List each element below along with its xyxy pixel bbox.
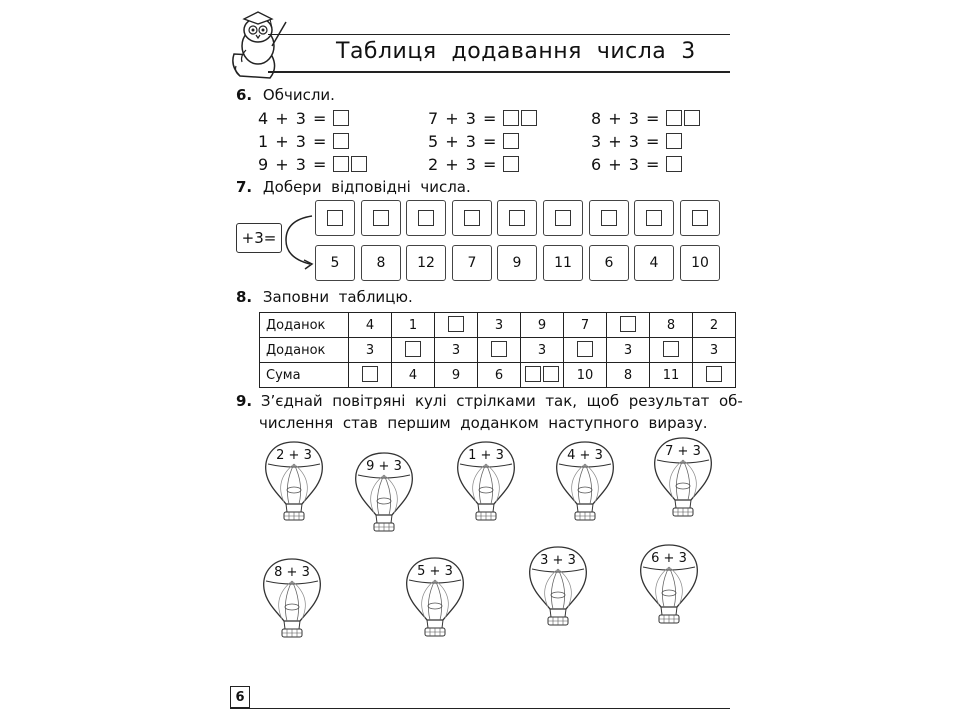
- hot-air-balloon-icon[interactable]: [454, 440, 518, 526]
- answer-box[interactable]: [448, 316, 464, 332]
- task-9-number: 9.: [236, 392, 253, 410]
- exercise-c1-r1: [428, 132, 519, 151]
- hot-air-balloon-icon[interactable]: [262, 440, 326, 526]
- answer-cell[interactable]: [543, 200, 583, 236]
- exercise-c0-r0: [258, 109, 349, 128]
- task-9-heading: [236, 390, 743, 434]
- result-cell: [452, 245, 492, 281]
- answer-box[interactable]: [333, 156, 349, 172]
- answer-box[interactable]: [666, 110, 682, 126]
- answer-box[interactable]: [666, 156, 682, 172]
- result-value: 4: [649, 255, 659, 271]
- answer-cell[interactable]: [361, 200, 401, 236]
- addition-table: [259, 312, 736, 388]
- answer-box[interactable]: [333, 133, 349, 149]
- answer-box[interactable]: [663, 341, 679, 357]
- page-title: Таблиця додавання числа 3: [336, 39, 696, 64]
- answer-cell[interactable]: [634, 200, 674, 236]
- row-label: Доданок: [260, 313, 349, 338]
- table-cell: 11: [650, 363, 693, 388]
- task-6-number: 6.: [236, 86, 253, 104]
- balloon-expression: 2 + 3: [276, 448, 312, 463]
- hot-air-balloon-icon[interactable]: [352, 451, 416, 537]
- answer-box[interactable]: [418, 210, 434, 226]
- header-rule-top: [268, 34, 730, 35]
- task-8-number: 8.: [236, 288, 253, 306]
- balloon-expression: 3 + 3: [540, 553, 576, 568]
- table-cell: 6: [478, 363, 521, 388]
- exercise-c1-r2: [428, 155, 519, 174]
- answer-box[interactable]: [555, 210, 571, 226]
- table-row: [260, 338, 736, 363]
- result-cell: [406, 245, 446, 281]
- table-cell: 3: [521, 338, 564, 363]
- table-cell: 8: [650, 313, 693, 338]
- answer-box[interactable]: [333, 110, 349, 126]
- hot-air-balloon-icon[interactable]: [553, 440, 617, 526]
- balloon-expression: 5 + 3: [417, 564, 453, 579]
- task-9-line-2: числення став першим доданком наступного виразу.: [259, 414, 708, 432]
- table-cell: 7: [564, 313, 607, 338]
- task-9-line-1: З’єднай повітряні кулі стрілками так, щоб результат об-: [260, 392, 743, 410]
- result-value: 7: [467, 255, 477, 271]
- balloon-expression: 6 + 3: [651, 551, 687, 566]
- balloon-expression: 7 + 3: [665, 444, 701, 459]
- answer-cell[interactable]: [478, 338, 521, 363]
- answer-box[interactable]: [577, 341, 593, 357]
- table-cell: 3: [349, 338, 392, 363]
- table-cell: 3: [693, 338, 736, 363]
- balloon-expression: 1 + 3: [468, 448, 504, 463]
- result-cell: [680, 245, 720, 281]
- answer-cell[interactable]: [452, 200, 492, 236]
- exercise-expression: 5 + 3 =: [428, 132, 498, 151]
- exercise-expression: 9 + 3 =: [258, 155, 328, 174]
- curved-arrow-icon: [280, 210, 320, 272]
- answer-box[interactable]: [666, 133, 682, 149]
- table-row: [260, 313, 736, 338]
- exercise-c1-r0: [428, 109, 537, 128]
- table-cell: 4: [392, 363, 435, 388]
- page-number-box: [230, 686, 250, 708]
- answer-box[interactable]: [646, 210, 662, 226]
- table-cell: 9: [521, 313, 564, 338]
- result-cell: [315, 245, 355, 281]
- exercise-expression: 4 + 3 =: [258, 109, 328, 128]
- result-value: 8: [376, 255, 386, 271]
- balloon-expression: 4 + 3: [567, 448, 603, 463]
- table-cell: 3: [607, 338, 650, 363]
- hot-air-balloon-icon[interactable]: [526, 545, 590, 631]
- hot-air-balloon-icon[interactable]: [403, 556, 467, 642]
- answer-cell[interactable]: [650, 338, 693, 363]
- answer-cell[interactable]: [564, 338, 607, 363]
- table-cell: 3: [435, 338, 478, 363]
- hot-air-balloon-icon[interactable]: [651, 436, 715, 522]
- answer-cell[interactable]: [406, 200, 446, 236]
- result-cell: [361, 245, 401, 281]
- result-value: 9: [512, 255, 522, 271]
- header-rule-bottom: [268, 71, 730, 73]
- exercise-c0-r1: [258, 132, 349, 151]
- answer-cell[interactable]: [607, 313, 650, 338]
- answer-cell[interactable]: [392, 338, 435, 363]
- table-row: [260, 363, 736, 388]
- table-cell: 3: [478, 313, 521, 338]
- answer-cell[interactable]: [589, 200, 629, 236]
- row-label: Сума: [260, 363, 349, 388]
- task-6-heading: [236, 86, 335, 104]
- table-cell: 8: [607, 363, 650, 388]
- answer-box[interactable]: [620, 316, 636, 332]
- answer-cell[interactable]: [315, 200, 355, 236]
- answer-box[interactable]: [525, 366, 541, 382]
- exercise-c2-r2: [591, 155, 682, 174]
- hot-air-balloon-icon[interactable]: [637, 543, 701, 629]
- answer-box[interactable]: [521, 110, 537, 126]
- task-7-number: 7.: [236, 178, 253, 196]
- operator-box: [236, 223, 282, 253]
- balloon-expression: 9 + 3: [366, 459, 402, 474]
- answer-cell[interactable]: [693, 363, 736, 388]
- answer-box[interactable]: [405, 341, 421, 357]
- hot-air-balloon-icon[interactable]: [260, 557, 324, 643]
- answer-cell[interactable]: [497, 200, 537, 236]
- exercise-c2-r0: [591, 109, 700, 128]
- table-cell: 10: [564, 363, 607, 388]
- balloon-expression: 8 + 3: [274, 565, 310, 580]
- answer-box[interactable]: [362, 366, 378, 382]
- task-8-label: Заповни таблицю.: [262, 288, 413, 306]
- task-7-heading: [236, 178, 471, 196]
- answer-box[interactable]: [503, 110, 519, 126]
- exercise-expression: 6 + 3 =: [591, 155, 661, 174]
- result-value: 6: [604, 255, 614, 271]
- task-7-label: Добери відповідні числа.: [262, 178, 471, 196]
- result-cell: [589, 245, 629, 281]
- exercise-expression: 7 + 3 =: [428, 109, 498, 128]
- answer-box[interactable]: [509, 210, 525, 226]
- answer-box[interactable]: [327, 210, 343, 226]
- answer-box[interactable]: [464, 210, 480, 226]
- answer-box[interactable]: [503, 133, 519, 149]
- answer-cell[interactable]: [680, 200, 720, 236]
- result-value: 12: [417, 255, 435, 271]
- answer-box[interactable]: [373, 210, 389, 226]
- result-cell: [543, 245, 583, 281]
- result-value: 10: [691, 255, 709, 271]
- result-value: 5: [330, 255, 340, 271]
- answer-cell[interactable]: [435, 313, 478, 338]
- answer-cell[interactable]: [349, 363, 392, 388]
- answer-box[interactable]: [601, 210, 617, 226]
- table-cell: 4: [349, 313, 392, 338]
- exercise-c2-r1: [591, 132, 682, 151]
- answer-box[interactable]: [491, 341, 507, 357]
- exercise-expression: 2 + 3 =: [428, 155, 498, 174]
- result-value: 11: [554, 255, 572, 271]
- answer-box[interactable]: [351, 156, 367, 172]
- operator-label: +3=: [241, 229, 277, 247]
- answer-box[interactable]: [684, 110, 700, 126]
- exercise-expression: 1 + 3 =: [258, 132, 328, 151]
- answer-cell[interactable]: [521, 363, 564, 388]
- exercise-expression: 3 + 3 =: [591, 132, 661, 151]
- footer-rule: [230, 708, 730, 709]
- table-cell: 9: [435, 363, 478, 388]
- task-6-label: Обчисли.: [262, 86, 335, 104]
- result-cell: [497, 245, 537, 281]
- task-8-heading: [236, 288, 413, 306]
- answer-box[interactable]: [503, 156, 519, 172]
- table-cell: 2: [693, 313, 736, 338]
- answer-box[interactable]: [706, 366, 722, 382]
- table-cell: 1: [392, 313, 435, 338]
- row-label: Доданок: [260, 338, 349, 363]
- answer-box[interactable]: [692, 210, 708, 226]
- page-number: 6: [235, 689, 245, 705]
- exercise-expression: 8 + 3 =: [591, 109, 661, 128]
- answer-box[interactable]: [543, 366, 559, 382]
- result-cell: [634, 245, 674, 281]
- exercise-c0-r2: [258, 155, 367, 174]
